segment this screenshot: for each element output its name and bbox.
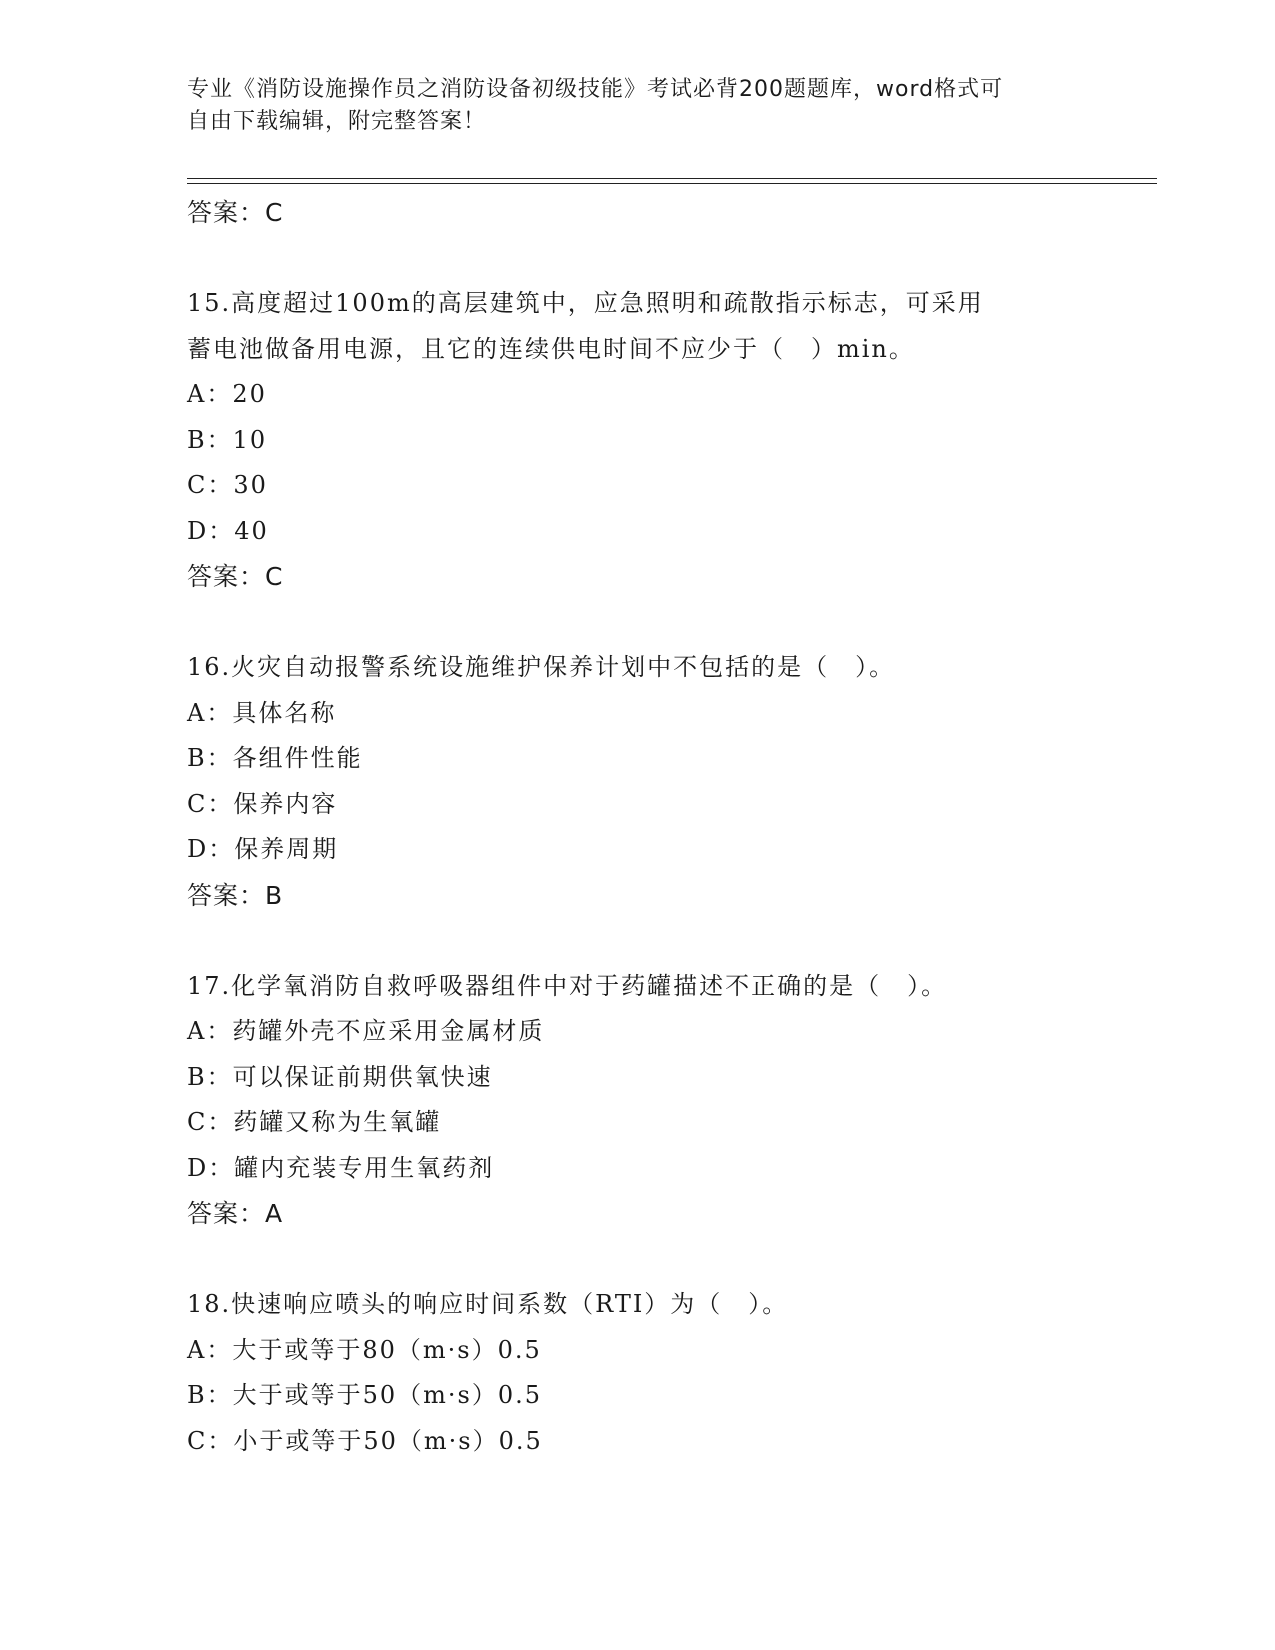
- previous-answer: 答案：C: [187, 198, 284, 227]
- document-header: [187, 74, 1067, 138]
- header-divider-top: [187, 178, 1157, 179]
- answer: 答案：B: [187, 880, 284, 910]
- question-15: [187, 281, 1087, 600]
- option-c: C：小于或等于50（m·s）0.5: [187, 1426, 543, 1455]
- question-stem: 17.化学氧消防自救呼吸器组件中对于药罐描述不正确的是（ ）。: [187, 971, 948, 1000]
- question-list: [187, 190, 1087, 1464]
- option-d: D：40: [187, 516, 269, 545]
- question-stem: 15.高度超过100m的高层建筑中，应急照明和疏散指示标志，可采用: [187, 289, 984, 317]
- option-c: C：药罐又称为生氧罐: [187, 1108, 442, 1136]
- spacer: [187, 236, 1087, 282]
- header-line-1: 专业《消防设施操作员之消防设备初级技能》考试必背200题题库，word格式可: [187, 77, 1004, 102]
- option-a: A：具体名称: [187, 698, 337, 727]
- answer: 答案：A: [187, 1199, 284, 1228]
- option-d: D：罐内充装专用生氧药剂: [187, 1153, 495, 1182]
- option-c: C：保养内容: [187, 789, 338, 818]
- option-b: B：大于或等于50（m·s）0.5: [187, 1381, 543, 1409]
- option-a: A：大于或等于80（m·s）0.5: [187, 1335, 542, 1364]
- option-d: D：保养周期: [187, 835, 339, 863]
- option-b: B：可以保证前期供氧快速: [187, 1062, 493, 1091]
- header-line-2: 自由下载编辑，附完整答案！: [187, 109, 487, 134]
- option-b: B：10: [187, 425, 268, 454]
- answer: 答案：C: [187, 562, 284, 591]
- question-stem-continued: 蓄电池做备用电源，且它的连续供电时间不应少于（ ）min。: [187, 334, 915, 363]
- spacer: [187, 600, 1087, 646]
- spacer: [187, 918, 1087, 964]
- question-stem: 18.快速响应喷头的响应时间系数（RTI）为（ ）。: [187, 1290, 789, 1318]
- question-stem: 16.火灾自动报警系统设施维护保养计划中不包括的是（ ）。: [187, 653, 896, 681]
- question-18: [187, 1282, 1087, 1464]
- question-17: [187, 964, 1087, 1237]
- option-c: C：30: [187, 471, 268, 499]
- question-16: [187, 645, 1087, 918]
- option-b: B：各组件性能: [187, 744, 363, 772]
- spacer: [187, 1237, 1087, 1283]
- option-a: A：药罐外壳不应采用金属材质: [187, 1017, 545, 1045]
- option-a: A：20: [187, 380, 267, 408]
- header-divider-bottom: [187, 183, 1157, 184]
